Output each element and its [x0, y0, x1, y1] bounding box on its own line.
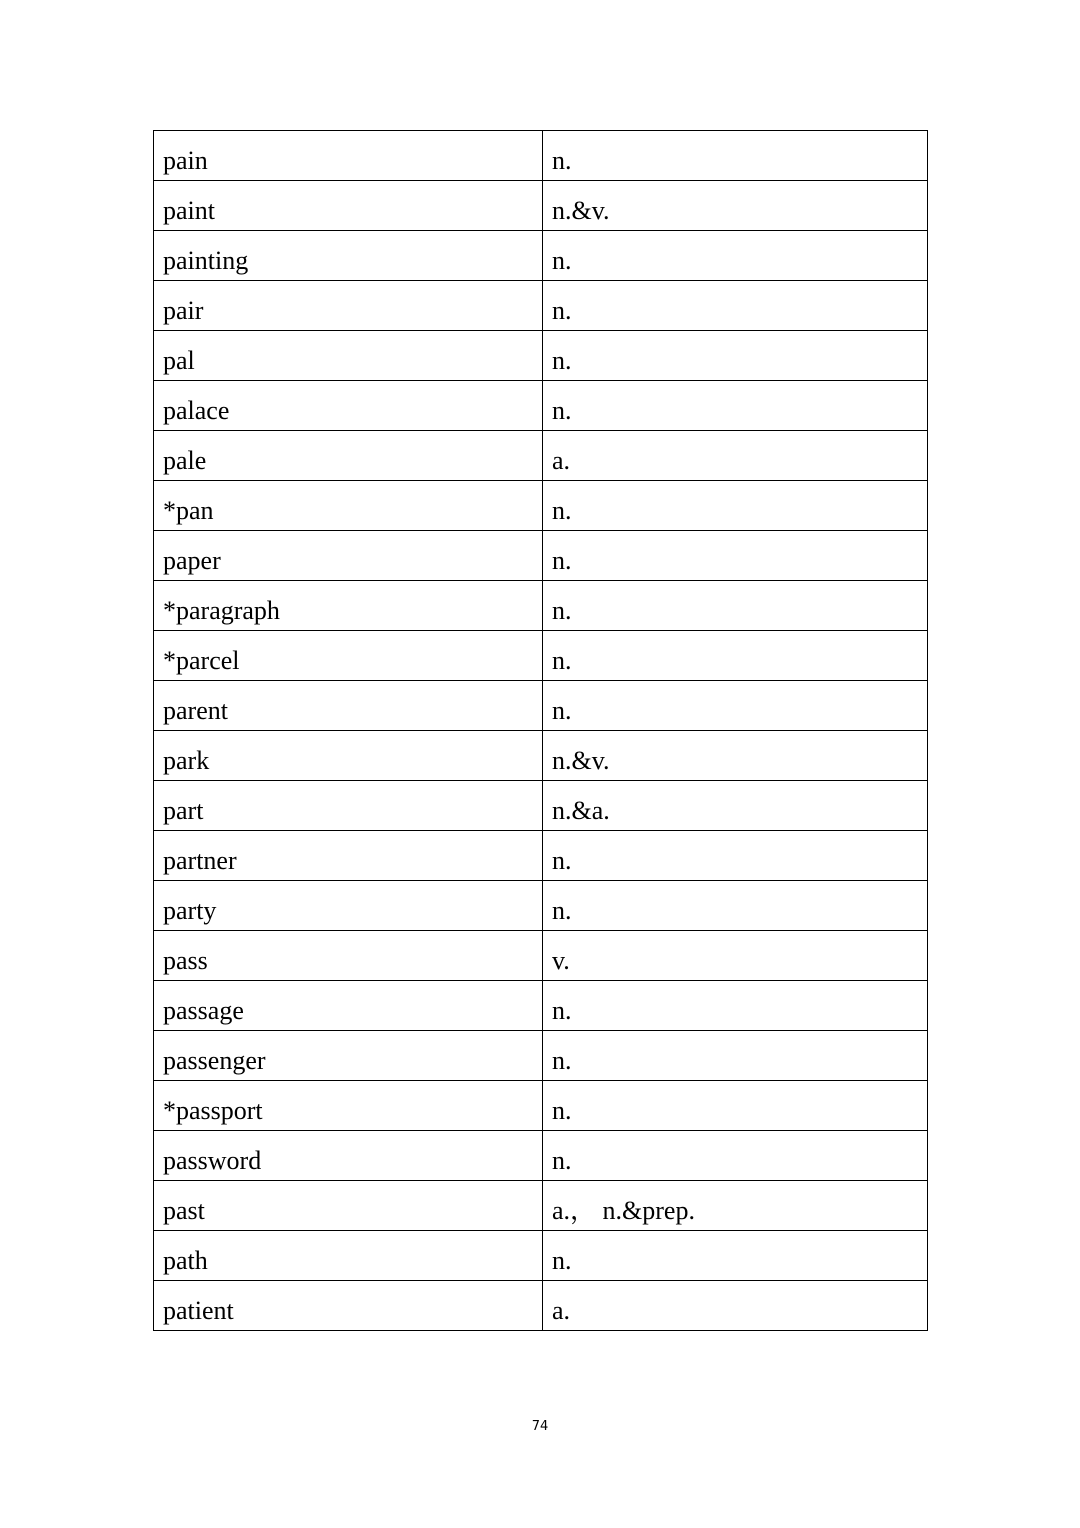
table-row — [154, 831, 928, 881]
table-row — [154, 1281, 928, 1331]
word-cell: patient — [154, 1281, 543, 1331]
word-cell: partner — [154, 831, 543, 881]
part-of-speech-cell: n. — [543, 331, 928, 381]
word-cell: past — [154, 1181, 543, 1231]
word-cell: pass — [154, 931, 543, 981]
part-of-speech-cell: a. — [543, 431, 928, 481]
word-cell: path — [154, 1231, 543, 1281]
table-row — [154, 1131, 928, 1181]
table-row — [154, 481, 928, 531]
part-of-speech-cell: n. — [543, 1231, 928, 1281]
part-of-speech-cell: n. — [543, 1131, 928, 1181]
part-of-speech-cell: n. — [543, 531, 928, 581]
page-number: 74 — [531, 1419, 549, 1434]
part-of-speech-cell: n. — [543, 381, 928, 431]
table-row — [154, 681, 928, 731]
vocabulary-table-body — [154, 131, 928, 1331]
table-row — [154, 131, 928, 181]
word-cell: passenger — [154, 1031, 543, 1081]
part-of-speech-cell: n. — [543, 631, 928, 681]
part-of-speech-cell: n. — [543, 1031, 928, 1081]
table-row — [154, 1181, 928, 1231]
part-of-speech-cell: n. — [543, 681, 928, 731]
word-cell: *passport — [154, 1081, 543, 1131]
vocabulary-table — [153, 130, 928, 1331]
table-row — [154, 181, 928, 231]
part-of-speech-cell: n. — [543, 581, 928, 631]
table-row — [154, 631, 928, 681]
table-row — [154, 231, 928, 281]
word-cell: palace — [154, 381, 543, 431]
word-cell: park — [154, 731, 543, 781]
part-of-speech-cell: n. — [543, 481, 928, 531]
part-of-speech-cell: n.&a. — [543, 781, 928, 831]
table-row — [154, 331, 928, 381]
table-row — [154, 581, 928, 631]
part-of-speech-cell: v. — [543, 931, 928, 981]
part-of-speech-cell: n.&v. — [543, 181, 928, 231]
part-of-speech-cell: n. — [543, 831, 928, 881]
table-row — [154, 531, 928, 581]
table-row — [154, 931, 928, 981]
part-of-speech-cell: n. — [543, 1081, 928, 1131]
word-cell: *pan — [154, 481, 543, 531]
word-cell: paper — [154, 531, 543, 581]
part-of-speech-cell: a.， n.&prep. — [543, 1181, 928, 1231]
word-cell: passage — [154, 981, 543, 1031]
word-cell: party — [154, 881, 543, 931]
part-of-speech-cell: n.&v. — [543, 731, 928, 781]
table-row — [154, 981, 928, 1031]
word-cell: pair — [154, 281, 543, 331]
part-of-speech-cell: n. — [543, 231, 928, 281]
table-row — [154, 881, 928, 931]
word-cell: pain — [154, 131, 543, 181]
table-row — [154, 781, 928, 831]
part-of-speech-cell: n. — [543, 981, 928, 1031]
word-cell: part — [154, 781, 543, 831]
word-cell: password — [154, 1131, 543, 1181]
word-cell: pale — [154, 431, 543, 481]
word-cell: parent — [154, 681, 543, 731]
table-row — [154, 381, 928, 431]
table-row — [154, 1081, 928, 1131]
table-row — [154, 431, 928, 481]
part-of-speech-cell: a. — [543, 1281, 928, 1331]
word-cell: painting — [154, 231, 543, 281]
part-of-speech-cell: n. — [543, 881, 928, 931]
table-row — [154, 1031, 928, 1081]
table-row — [154, 1231, 928, 1281]
part-of-speech-cell: n. — [543, 131, 928, 181]
word-cell: paint — [154, 181, 543, 231]
table-row — [154, 281, 928, 331]
word-cell: *parcel — [154, 631, 543, 681]
part-of-speech-cell: n. — [543, 281, 928, 331]
word-cell: pal — [154, 331, 543, 381]
table-row — [154, 731, 928, 781]
word-cell: *paragraph — [154, 581, 543, 631]
